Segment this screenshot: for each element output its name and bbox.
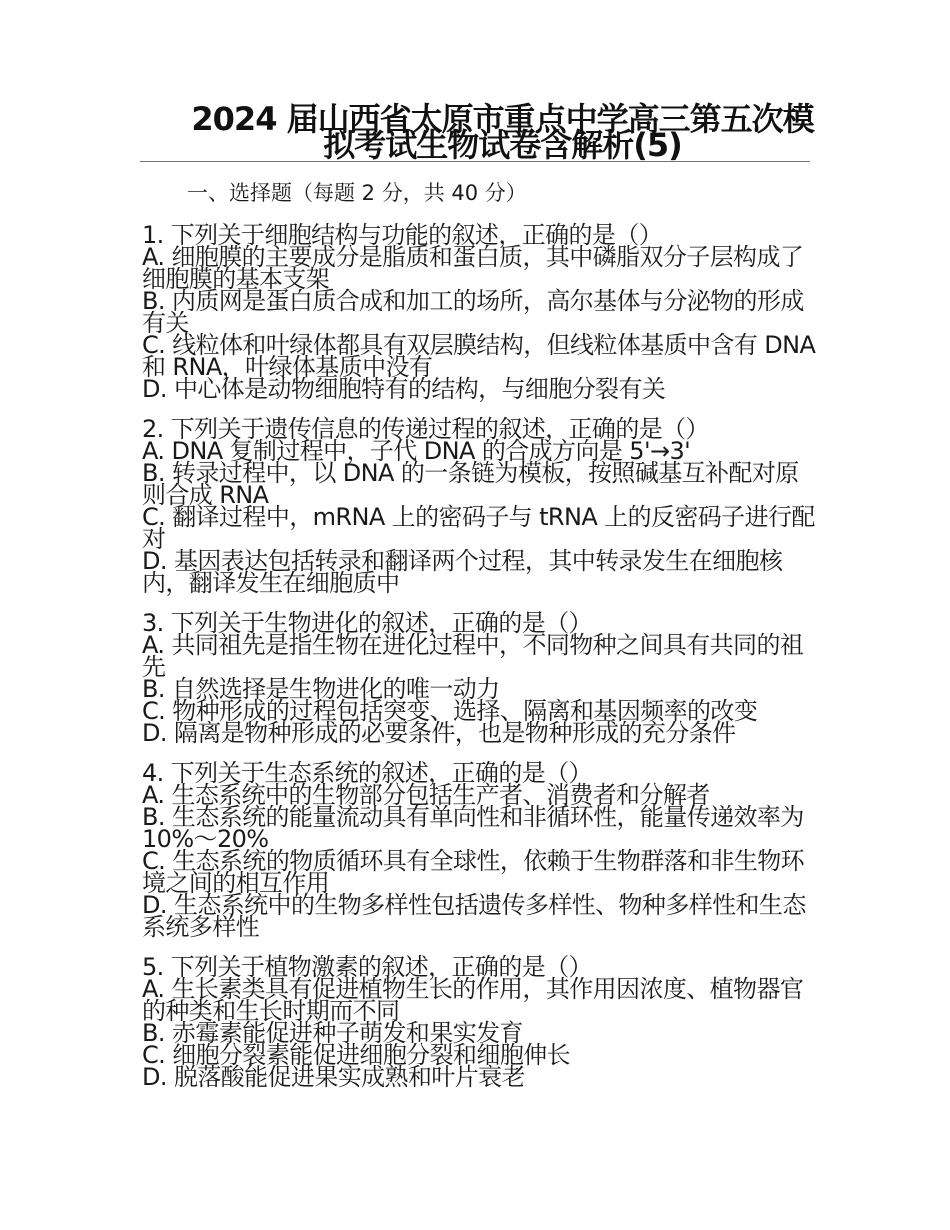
option-c: C. 生态系统的物质循环具有全球性，依赖于生物群落和非生物环境之间的相互作用: [142, 847, 805, 897]
option-a: A. 细胞膜的主要成分是脂质和蛋白质，其中磷脂双分子层构成了细胞膜的基本支架: [142, 243, 804, 293]
question-stem: 3. 下列关于生物进化的叙述，正确的是（）: [142, 609, 592, 637]
question-1: [142, 221, 817, 403]
option-b: B. 赤霉素能促进种子萌发和果实发育: [142, 1019, 523, 1047]
question-list: [142, 221, 817, 1106]
question-2: [142, 415, 817, 597]
option-d: D. 隔离是物种形成的必要条件，也是物种形成的充分条件: [142, 719, 736, 747]
option-b: B. 转录过程中，以 DNA 的一条链为模板，按照碱基互补配对原则合成 RNA: [142, 459, 799, 509]
option-c: C. 线粒体和叶绿体都具有双层膜结构，但线粒体基质中含有 DNA 和 RNA，叶绿体基质中没有: [142, 331, 816, 381]
question-stem: 5. 下列关于植物激素的叙述，正确的是（）: [142, 953, 592, 981]
question-5: [142, 953, 817, 1091]
option-b: B. 内质网是蛋白质合成和加工的场所，高尔基体与分泌物的形成有关: [142, 287, 804, 337]
section-heading: 一、选择题（每题 2 分，共 40 分）: [187, 181, 527, 205]
question-stem: 2. 下列关于遗传信息的传递过程的叙述，正确的是（）: [142, 415, 709, 443]
question-3: [142, 609, 817, 747]
question-4: [142, 759, 817, 941]
option-a: A. 共同祖先是指生物在进化过程中，不同物种之间具有共同的祖先: [142, 631, 804, 681]
option-d: D. 脱落酸能促进果实成熟和叶片衰老: [142, 1063, 525, 1091]
option-a: A. 生态系统中的生物部分包括生产者、消费者和分解者: [142, 781, 710, 809]
document-title: 2024 届山西省太原市重点中学高三第五次模拟考试生物试卷含解析(5): [191, 100, 814, 164]
option-a: A. 生长素类具有促进植物生长的作用，其作用因浓度、植物器官的种类和生长时期而不同: [142, 975, 804, 1025]
question-stem: 1. 下列关于细胞结构与功能的叙述，正确的是（）: [142, 221, 663, 249]
option-c: C. 翻译过程中，mRNA 上的密码子与 tRNA 上的反密码子进行配对: [142, 503, 815, 553]
question-stem: 4. 下列关于生态系统的叙述，正确的是（）: [142, 759, 592, 787]
option-c: C. 细胞分裂素能促进细胞分裂和细胞伸长: [142, 1041, 571, 1069]
option-b: B. 生态系统的能量流动具有单向性和非循环性，能量传递效率为 10%～20%: [142, 803, 804, 853]
option-a: A. DNA 复制过程中，子代 DNA 的合成方向是 5'→3': [142, 437, 691, 465]
option-c: C. 物种形成的过程包括突变、选择、隔离和基因频率的改变: [142, 697, 758, 725]
title-divider: [140, 161, 810, 162]
option-d: D. 生态系统中的生物多样性包括遗传多样性、物种多样性和生态系统多样性: [142, 891, 806, 941]
option-d: D. 基因表达包括转录和翻译两个过程，其中转录发生在细胞核内，翻译发生在细胞质中: [142, 547, 783, 597]
option-b: B. 自然选择是生物进化的唯一动力: [142, 675, 500, 703]
option-d: D. 中心体是动物细胞特有的结构，与细胞分裂有关: [142, 375, 666, 403]
